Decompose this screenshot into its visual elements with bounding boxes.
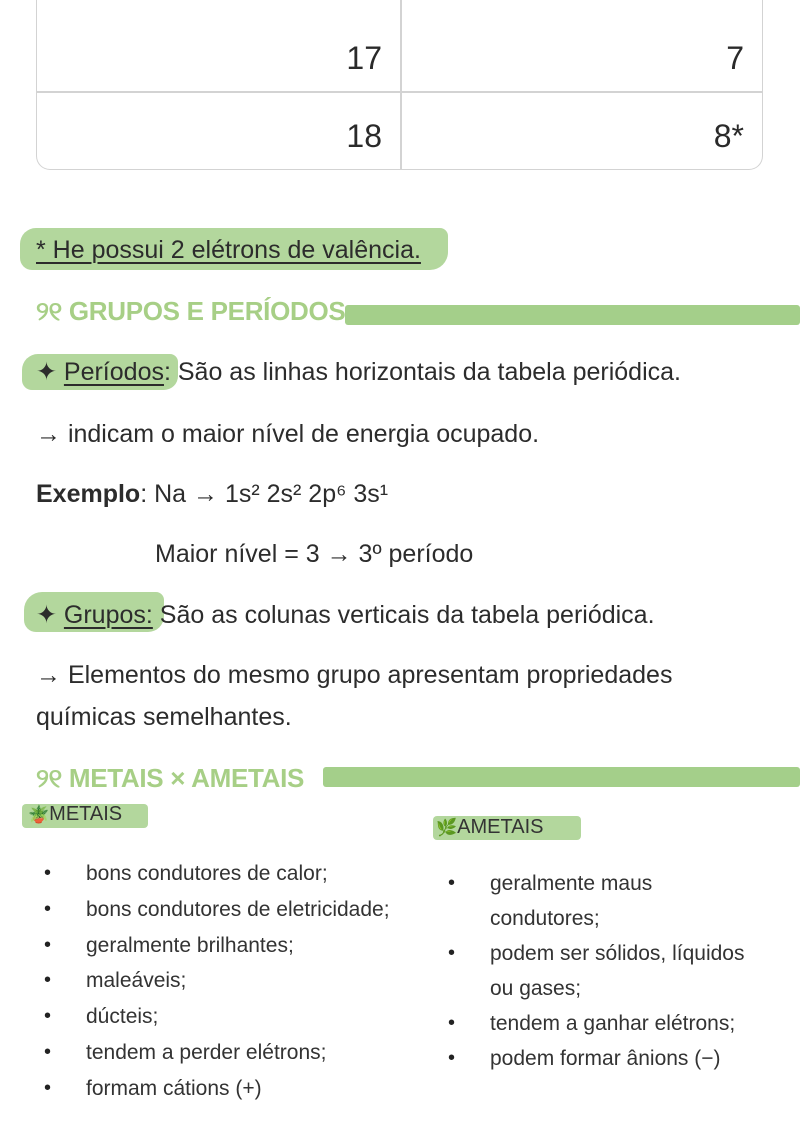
table-cell-group: 18 — [346, 118, 382, 154]
grupos-subnote-line1: → Elementos do mesmo grupo apresentam propriedades — [36, 661, 673, 689]
grupos-term: Grupos: — [63, 601, 153, 629]
list-item — [440, 866, 790, 936]
valence-table — [36, 0, 763, 170]
list-item: • formam cátions (+) — [36, 1071, 426, 1107]
section-title: GRUPOS E PERÍODOS — [68, 296, 346, 326]
grupos-text: São as colunas verticais da tabela periódica. — [152, 601, 655, 629]
potted-plant-icon: 🪴 — [28, 805, 50, 824]
metais-tag — [28, 803, 122, 826]
sparkle-icon: ✦ — [36, 358, 57, 386]
periodos-colon: : — [163, 358, 171, 386]
grupos-subnote-line2: químicas semelhantes. — [36, 703, 292, 731]
list-item: • geralmente brilhantes; — [36, 928, 426, 964]
list-item: • dúcteis; — [36, 999, 426, 1035]
periodos-subnote: → indicam o maior nível de energia ocupado. — [36, 420, 540, 448]
section-heading-metais-ametais — [36, 763, 304, 795]
list-item: • tendem a ganhar elétrons; — [440, 1006, 790, 1041]
section-heading-grupos-periodos — [36, 296, 345, 328]
table-cell-valence: 8* — [713, 118, 744, 154]
list-item-line: ou gases; — [490, 977, 582, 1000]
list-item-line: podem ser sólidos, líquidos — [490, 942, 745, 965]
list-item-line: condutores; — [490, 907, 600, 930]
list-item — [440, 936, 790, 1006]
list-item: • bons condutores de eletricidade; — [36, 892, 426, 928]
ametais-tag — [436, 816, 543, 839]
metais-list — [36, 856, 426, 1107]
ribbon-icon: ୨୧ — [36, 763, 62, 793]
ribbon-icon: ୨୧ — [36, 296, 62, 326]
sparkle-icon: ✦ — [36, 601, 57, 629]
periodos-term: Períodos — [63, 358, 164, 386]
list-item: • podem formar ânions (−) — [440, 1041, 790, 1076]
list-item: • bons condutores de calor; — [36, 856, 426, 892]
example-line — [36, 480, 388, 509]
table-cell-valence: 7 — [726, 40, 744, 76]
list-item: • tendem a perder elétrons; — [36, 1035, 426, 1071]
grupos-definition — [36, 600, 655, 630]
metais-label: METAIS — [49, 803, 123, 825]
table-divider-vertical — [400, 0, 402, 169]
example-text: : Na → 1s² 2s² 2p⁶ 3s¹ — [140, 480, 389, 508]
example-result: Maior nível = 3 → 3º período — [155, 540, 474, 568]
ametais-label: AMETAIS — [457, 816, 544, 838]
table-divider-horizontal — [37, 91, 762, 93]
list-item: • maleáveis; — [36, 963, 426, 999]
periodos-definition — [36, 357, 681, 387]
helium-note: * He possui 2 elétrons de valência. — [36, 236, 421, 264]
heading-bar — [323, 767, 800, 787]
table-cell-group: 17 — [346, 40, 382, 76]
example-label: Exemplo — [36, 480, 141, 508]
herb-icon: 🌿 — [436, 818, 458, 837]
heading-bar — [345, 305, 800, 325]
periodos-text: São as linhas horizontais da tabela periódica. — [170, 358, 681, 386]
ametais-list — [440, 866, 790, 1076]
list-item-line: geralmente maus — [490, 872, 653, 895]
section-title: METAIS × AMETAIS — [68, 763, 305, 793]
